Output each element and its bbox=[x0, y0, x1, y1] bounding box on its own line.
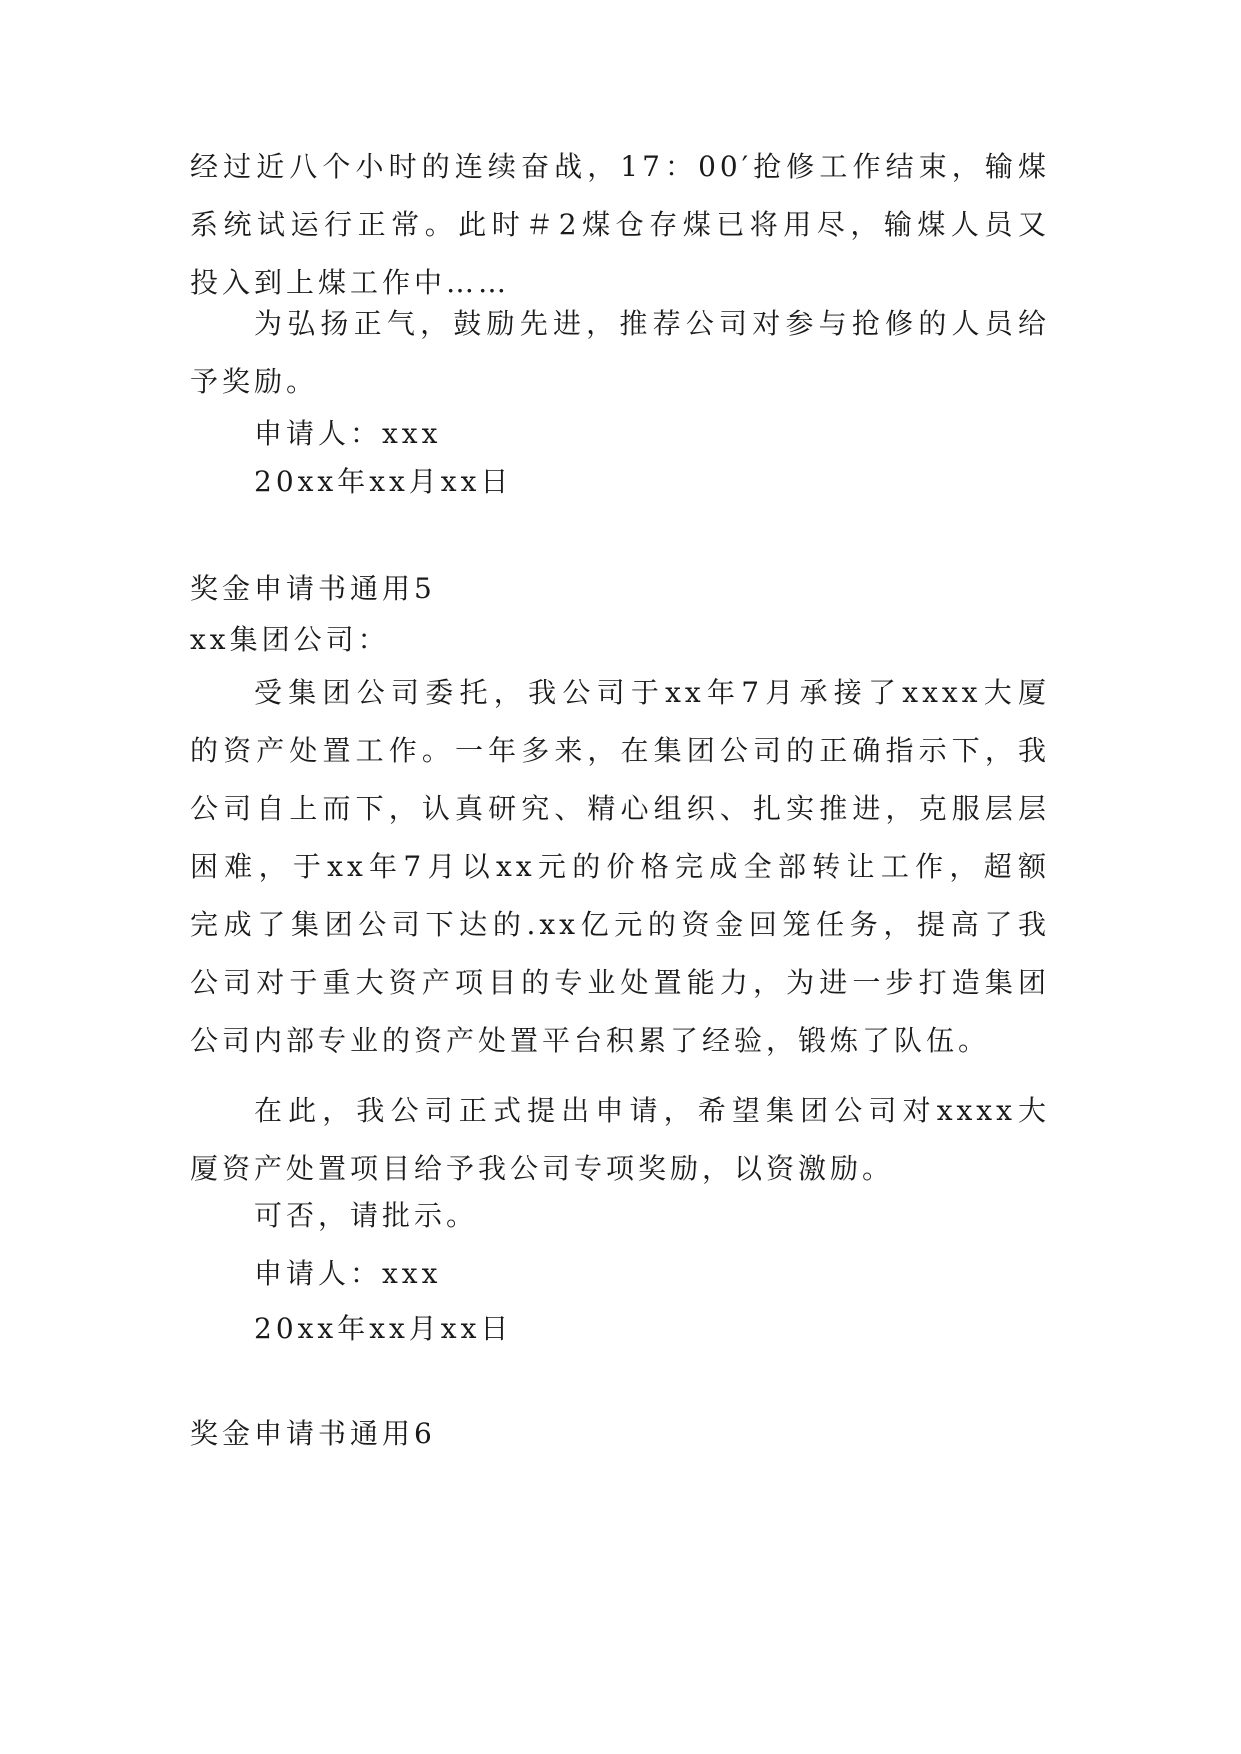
text-line: 困难，于xx年7月以xx元的价格完成全部转让工作，超额 bbox=[190, 850, 1050, 883]
paragraph-request-approval: 可否，请批示。 bbox=[254, 1199, 479, 1232]
signature-date-1: 20xx年xx月xx日 bbox=[254, 465, 513, 498]
salutation: xx集团公司： bbox=[190, 623, 390, 656]
signature-applicant-1: 申请人：xxx bbox=[254, 417, 442, 450]
text-line: 受集团公司委托，我公司于xx年7月承接了xxxx大厦 bbox=[254, 676, 1050, 709]
text-line: 的资产处置工作。一年多来，在集团公司的正确指示下，我 bbox=[190, 734, 1050, 767]
text-line: 公司对于重大资产项目的专业处置能力，为进一步打造集团 bbox=[190, 966, 1050, 999]
text-line: 公司内部专业的资产处置平台积累了经验，锻炼了队伍。 bbox=[190, 1024, 991, 1057]
text-line: 系统试运行正常。此时＃2煤仓存煤已将用尽，输煤人员又 bbox=[190, 208, 1050, 241]
paragraph-repair-finished bbox=[190, 138, 1050, 312]
text-line: 公司自上而下，认真研究、精心组织、扎实推进，克服层层 bbox=[190, 792, 1050, 825]
text-line: 为弘扬正气，鼓励先进，推荐公司对参与抢修的人员给 bbox=[254, 307, 1050, 340]
text-line: 完成了集团公司下达的.xx亿元的资金回笼任务，提高了我 bbox=[190, 908, 1050, 941]
paragraph-formal-request bbox=[190, 1082, 1050, 1198]
section-heading-6: 奖金申请书通用6 bbox=[190, 1417, 436, 1450]
text-line: 予奖励。 bbox=[190, 365, 319, 398]
text-line: 投入到上煤工作中…… bbox=[190, 266, 511, 299]
section-heading-5: 奖金申请书通用5 bbox=[190, 572, 436, 605]
paragraph-recommend-reward bbox=[190, 295, 1050, 411]
text-line: 在此，我公司正式提出申请，希望集团公司对xxxx大 bbox=[254, 1094, 1050, 1127]
signature-applicant-2: 申请人：xxx bbox=[254, 1257, 442, 1290]
paragraph-asset-disposal bbox=[190, 664, 1050, 1070]
text-line: 厦资产处置项目给予我公司专项奖励，以资激励。 bbox=[190, 1152, 895, 1185]
signature-date-2: 20xx年xx月xx日 bbox=[254, 1312, 513, 1345]
text-line: 经过近八个小时的连续奋战，17：00′抢修工作结束，输煤 bbox=[190, 150, 1050, 183]
